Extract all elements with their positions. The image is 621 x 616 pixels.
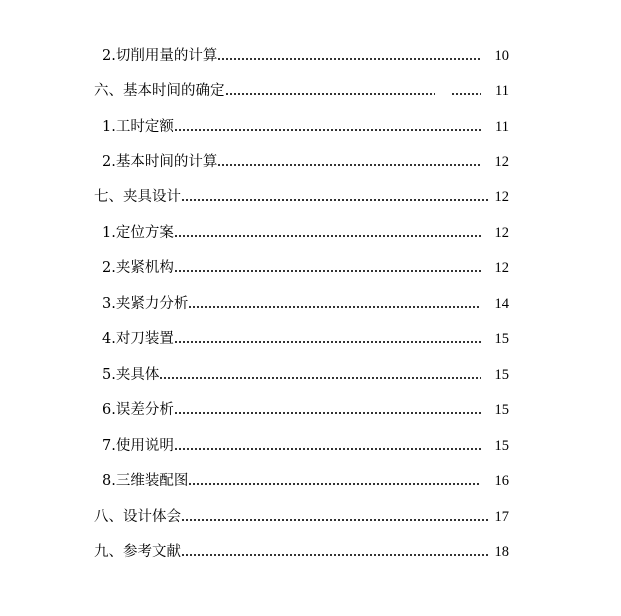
toc-entry[interactable] <box>0 469 621 493</box>
dot-leader <box>174 444 481 454</box>
toc-entry-page: 15 <box>494 331 509 347</box>
toc-entry-label: 5.夹具体 <box>102 367 160 383</box>
dot-leader <box>174 408 481 418</box>
dot-leader <box>174 231 481 241</box>
toc-entry-page: 17 <box>494 509 509 525</box>
toc-entry[interactable] <box>0 327 621 351</box>
toc-entry-page: 16 <box>494 473 509 489</box>
toc-entry-page: 12 <box>494 260 509 276</box>
toc-entry[interactable] <box>0 398 621 422</box>
toc-entry-label: 八、设计体会 <box>94 509 181 525</box>
dot-leader <box>188 479 481 489</box>
dot-leader <box>174 125 481 135</box>
dot-leader <box>159 373 481 383</box>
toc-entry[interactable] <box>0 221 621 245</box>
toc-entry-label: 1.定位方案 <box>102 225 174 241</box>
dot-leader <box>188 302 481 312</box>
toc-entry-page: 12 <box>494 154 509 170</box>
toc-entry-label: 2.基本时间的计算 <box>102 154 218 170</box>
toc-entry[interactable] <box>0 115 621 139</box>
dot-leader <box>217 54 481 64</box>
toc-entry-label: 1.工时定额 <box>102 119 174 135</box>
toc-entry[interactable] <box>0 79 621 103</box>
toc-entry[interactable] <box>0 150 621 174</box>
toc-entry-label: 七、夹具设计 <box>94 189 181 205</box>
dot-leader <box>181 515 489 525</box>
toc-entry-label: 8.三维装配图 <box>102 473 189 489</box>
dot-leader <box>225 89 436 99</box>
toc-entry[interactable] <box>0 434 621 458</box>
toc-entry-label: 2.夹紧机构 <box>102 260 174 276</box>
toc-entry-page: 11 <box>495 119 509 135</box>
toc-entry[interactable] <box>0 363 621 387</box>
dot-leader <box>174 337 481 347</box>
toc-entry[interactable] <box>0 505 621 529</box>
toc-entry[interactable] <box>0 256 621 280</box>
toc-entry[interactable] <box>0 44 621 68</box>
toc-entry-page: 10 <box>494 48 509 64</box>
toc-entry-label: 九、参考文献 <box>94 544 181 560</box>
toc-entry-page: 14 <box>494 296 509 312</box>
toc-entry-label: 3.夹紧力分析 <box>102 296 189 312</box>
toc-entry-page: 11 <box>495 83 509 99</box>
dot-leader <box>174 266 481 276</box>
toc-entry-page: 12 <box>494 225 509 241</box>
toc-entry[interactable] <box>0 540 621 564</box>
toc-entry-label: 2.切削用量的计算 <box>102 48 218 64</box>
toc-entry-label: 六、基本时间的确定 <box>94 83 225 99</box>
dot-leader <box>451 89 481 99</box>
dot-leader <box>217 160 481 170</box>
toc-entry-page: 15 <box>494 438 509 454</box>
toc-entry-label: 4.对刀装置 <box>102 331 174 347</box>
toc-entry-label: 6.误差分析 <box>102 402 174 418</box>
dot-leader <box>181 195 489 205</box>
toc-entry[interactable] <box>0 292 621 316</box>
toc-entry-page: 15 <box>494 402 509 418</box>
toc-entry-page: 12 <box>494 189 509 205</box>
toc-entry-page: 18 <box>494 544 509 560</box>
toc-entry[interactable] <box>0 185 621 209</box>
toc-entry-page: 15 <box>494 367 509 383</box>
dot-leader <box>181 550 489 560</box>
toc-entry-label: 7.使用说明 <box>102 438 174 454</box>
